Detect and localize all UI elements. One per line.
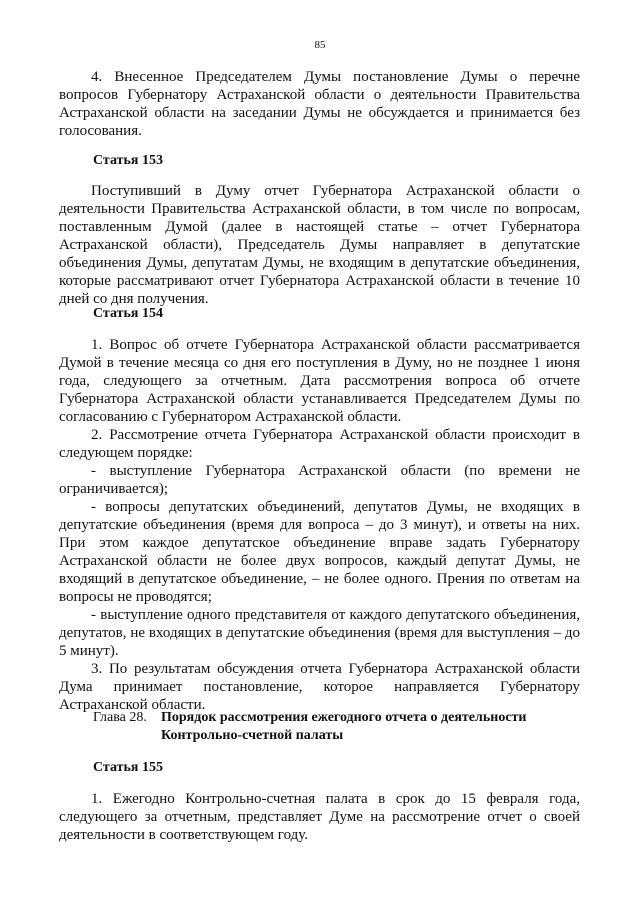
chapter-title-line-2: Контрольно-счетной палаты <box>161 728 344 743</box>
paragraph: 3. По результатам обсуждения отчета Губернатора Астраханской области Дума принимает постановление, которое направляется Губернатору Астраханской области. <box>59 661 580 713</box>
paragraph: 4. Внесенное Председателем Думы постановление Думы о перечне вопросов Губернатору Астраханской области о деятельности Правительства Астраханской области на заседании Думы не обсуждается и принимается без голосования. <box>59 69 580 139</box>
article-153-body <box>59 182 580 308</box>
intro-paragraph-block <box>59 68 580 140</box>
article-154-heading: Статья 154 <box>93 306 163 321</box>
chapter-title-line-1: Порядок рассмотрения ежегодного отчета о деятельности <box>161 710 527 725</box>
chapter-label: Глава 28. <box>93 710 147 725</box>
list-item: - выступление одного представителя от каждого депутатского объединения, депутатов, не входящих в депутатские объединения (время для выступления – до 5 минут). <box>59 607 580 659</box>
paragraph: 2. Рассмотрение отчета Губернатора Астраханской области происходит в следующем порядке: <box>59 427 580 461</box>
paragraph: 1. Вопрос об отчете Губернатора Астраханской области рассматривается Думой в течение месяца со дня его поступления в Думу, но не позднее 1 июня года, следующего за отчетным. Дата рассмотрения вопроса об отчете Губернатора Астраханской области устанавливается Председателем Думы по согласованию с Губернатором Астраханской области. <box>59 337 580 425</box>
article-153-heading: Статья 153 <box>93 153 163 168</box>
article-154-body <box>59 336 580 714</box>
page-number: 85 <box>314 39 326 51</box>
paragraph: 1. Ежегодно Контрольно-счетная палата в срок до 15 февраля года, следующего за отчетным, представляет Думе на рассмотрение отчет о своей деятельности в соответствующем году. <box>59 791 580 843</box>
list-item: - выступление Губернатора Астраханской области (по времени не ограничивается); <box>59 463 580 497</box>
article-155-body <box>59 790 580 844</box>
list-item: - вопросы депутатских объединений, депутатов Думы, не входящих в депутатские объединения (время для вопроса – до 3 минут), и ответы на них. При этом каждое депутатское объединение вправе задать Губернатору Астраханской области не более двух вопросов, каждый депутат Думы, не входящий в депутатское объединение, – не более одного. Прения по ответам на вопросы не проводятся; <box>59 499 580 605</box>
article-155-heading: Статья 155 <box>93 760 163 775</box>
paragraph: Поступивший в Думу отчет Губернатора Астраханской области о деятельности Правительства Астраханской области, в том числе по вопросам, поставленным Думой (далее в настоящей статье – отчет Губернатора Астраханской области), Председатель Думы направляет в депутатские объединения Думы, депутатам Думы, не входящим в депутатские объединения, которые рассматривают отчет Губернатора Астраханской области в течение 10 дней со дня получения. <box>59 183 580 307</box>
chapter-28-heading <box>93 709 593 745</box>
